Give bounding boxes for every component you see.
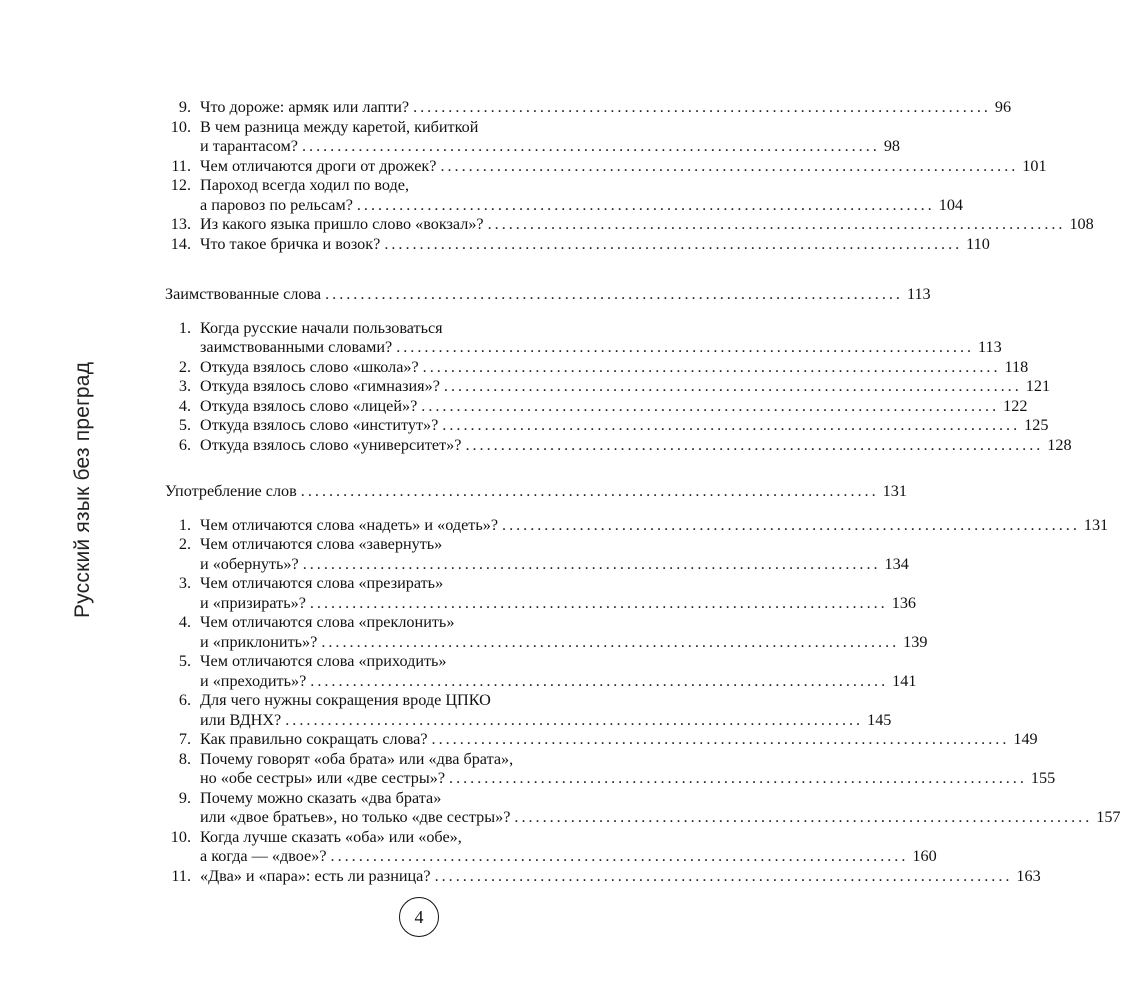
book-title-vertical: Русский язык без преград [71, 361, 94, 618]
toc-entry [165, 691, 667, 711]
leader-dots: .................................................................................. [442, 416, 1021, 434]
toc-entry-title-cont: и «преходить»? [200, 671, 307, 690]
toc-entry-page: 108 [1069, 215, 1094, 233]
toc-entry-page: 160 [912, 847, 937, 865]
toc-entry-continuation [165, 710, 892, 731]
toc-entry-title: Когда русские начали пользоваться [200, 318, 443, 337]
toc-entry-number: 4. [178, 396, 191, 415]
leader-dots: .................................................................................. [443, 377, 1022, 395]
toc-entry [165, 156, 1047, 177]
toc-entry-number: 5. [178, 416, 191, 434]
toc-entry-title: В чем разница между каретой, кибиткой [200, 117, 479, 136]
toc-entry-number: 2. [178, 535, 191, 553]
toc-entry-title: Почему говорят «оба брата» или «два брата», [200, 749, 514, 768]
leader-dots: .................................................................................. [302, 554, 881, 573]
toc-entry-page: 98 [883, 137, 900, 155]
toc-entry-page: 136 [891, 593, 916, 612]
leader-dots: .................................................................................. [309, 593, 888, 612]
toc-entry-title: Чем отличаются слова «преклонить» [200, 613, 455, 631]
toc-entry-title-cont: и «приклонить»? [200, 632, 318, 651]
toc-entry [165, 515, 1109, 536]
toc-entry-title-cont: но «обе сестры» или «две сестры»? [200, 769, 446, 787]
toc-entry-title: Чем отличаются слова «приходить» [200, 652, 447, 670]
toc-entry [165, 574, 667, 594]
toc-entry-number: 3. [178, 574, 191, 592]
toc-entry-title: Пароход всегда ходил по воде, [200, 176, 410, 194]
toc-entry-page: 141 [892, 671, 917, 690]
leader-dots: .................................................................................. [440, 156, 1019, 175]
toc-entry [165, 234, 990, 255]
toc-entry [165, 319, 667, 339]
toc-entry-title: Для чего нужны сокращения вроде ЦПКО [200, 691, 491, 709]
leader-dots: .................................................................................. [325, 285, 903, 303]
toc-entry-continuation [165, 554, 909, 575]
leader-dots: .................................................................................. [434, 866, 1013, 885]
toc-entry-title: Откуда взялось слово «университет»? [200, 435, 462, 454]
toc-entry-number: 12. [170, 176, 191, 194]
toc-entry-title-cont: и «обернуть»? [200, 554, 299, 573]
toc-entry-title-cont: и тарантасом? [200, 137, 298, 155]
toc-entry-continuation [165, 632, 928, 653]
toc-entry [165, 176, 667, 196]
toc-entry-number: 11. [171, 866, 191, 885]
toc-entry [165, 215, 1094, 235]
toc-entry-number: 10. [170, 827, 191, 846]
leader-dots: .................................................................................. [300, 482, 879, 500]
toc-entry-number: 11. [171, 156, 191, 175]
toc-entry [165, 377, 1051, 397]
toc-entry [165, 118, 667, 138]
toc-entry-page: 110 [966, 234, 990, 253]
table-of-contents [165, 98, 1121, 886]
toc-entry-title-cont: а паровоз по рельсам? [200, 195, 353, 214]
toc-entry-number: 5. [178, 652, 191, 670]
toc-entry [165, 535, 667, 555]
toc-entry-number: 6. [178, 435, 191, 454]
toc-entry-page: 157 [1096, 808, 1121, 826]
toc-entry-number: 10. [170, 117, 191, 136]
toc-entry-number: 3. [178, 377, 191, 395]
toc-entry-title: Чем отличаются слова «надеть» и «одеть»? [200, 515, 499, 534]
leader-dots: .................................................................................. [301, 137, 880, 155]
toc-entry-number: 7. [178, 730, 191, 748]
toc-entry-page: 104 [938, 195, 963, 214]
toc-entry-number: 6. [178, 691, 191, 709]
toc-entry-number: 9. [178, 788, 191, 807]
toc-entry-title-cont: и «призирать»? [200, 593, 306, 612]
toc-entry-number: 1. [178, 515, 191, 534]
toc-entry-continuation [165, 671, 917, 692]
section-heading [165, 285, 931, 305]
toc-entry-continuation [165, 593, 916, 614]
toc-entry-page: 101 [1022, 156, 1047, 175]
toc-entry-title-cont: заимствованными словами? [200, 338, 393, 356]
toc-entry-page: 134 [884, 554, 909, 573]
leader-dots: .................................................................................. [330, 847, 909, 865]
leader-dots: .................................................................................. [431, 730, 1010, 748]
toc-entry-title: Откуда взялось слово «лицей»? [200, 396, 418, 415]
toc-entry-title: Откуда взялось слово «школа»? [200, 357, 419, 376]
leader-dots: .................................................................................. [356, 195, 935, 214]
leader-dots: .................................................................................. [465, 435, 1044, 454]
leader-dots: .................................................................................. [321, 632, 900, 651]
toc-entry-number: 14. [170, 234, 191, 253]
toc-entry-title: Когда лучше сказать «оба» или «обе», [200, 827, 462, 846]
toc-entry-title-cont: или «двое братьев», но только «две сестры»? [200, 808, 511, 826]
leader-dots: .................................................................................. [514, 808, 1093, 826]
toc-entry [165, 613, 667, 633]
toc-entry-page: 125 [1024, 416, 1049, 434]
toc-entry-continuation [165, 195, 963, 216]
page-number: 4 [399, 897, 439, 937]
toc-entry [165, 416, 1049, 436]
toc-entry-title: Чем отличаются слова «завернуть» [200, 535, 443, 553]
toc-entry-page: 121 [1025, 377, 1051, 395]
leader-dots: .................................................................................. [421, 396, 1000, 415]
toc-entry-title: Откуда взялось слово «институт»? [200, 416, 439, 434]
toc-entry [165, 730, 1038, 750]
toc-entry-number: 13. [170, 215, 191, 233]
leader-dots: .................................................................................. [310, 671, 889, 690]
toc-entry [165, 396, 1028, 417]
toc-entry-page: 163 [1016, 866, 1041, 885]
toc-entry-title: Из какого языка пришло слово «вокзал»? [200, 215, 484, 233]
toc-entry [165, 98, 1012, 118]
toc-entry-title-cont: а когда — «двое»? [200, 847, 327, 865]
section-heading [165, 482, 907, 502]
toc-entry-title-cont: или ВДНХ? [200, 710, 282, 729]
toc-entry-page: 96 [994, 98, 1012, 116]
toc-entry-title: «Два» и «пара»: есть ли разница? [200, 866, 431, 885]
toc-entry [165, 866, 1041, 887]
toc-entry-title: Чем отличаются дроги от дрожек? [200, 156, 437, 175]
toc-entry-number: 1. [178, 318, 191, 337]
toc-entry-page: 145 [867, 710, 892, 729]
toc-entry-number: 9. [178, 98, 191, 116]
toc-entry-title: Что такое бричка и возок? [200, 234, 381, 253]
toc-entry-number: 2. [178, 357, 191, 376]
leader-dots: .................................................................................. [396, 338, 975, 356]
leader-dots: .................................................................................. [384, 234, 963, 253]
leader-dots: .................................................................................. [422, 357, 1001, 376]
toc-entry [165, 357, 1029, 378]
section-title: Употребление слов [165, 482, 297, 500]
toc-entry-page: 155 [1030, 769, 1056, 787]
leader-dots: .................................................................................. [285, 710, 864, 729]
toc-entry-page: 118 [1004, 357, 1029, 376]
toc-entry-title: Почему можно сказать «два брата» [200, 788, 442, 807]
leader-dots: .................................................................................. [413, 98, 991, 116]
toc-entry-number: 8. [178, 749, 191, 768]
leader-dots: .................................................................................. [487, 215, 1066, 233]
toc-entry-continuation [165, 769, 1056, 789]
section-page: 113 [906, 285, 931, 303]
toc-entry-title: Откуда взялось слово «гимназия»? [200, 377, 440, 395]
toc-entry-title: Как правильно сокращать слова? [200, 730, 428, 748]
toc-entry-continuation [165, 808, 1121, 828]
toc-entry-title: Чем отличаются слова «презирать» [200, 574, 444, 592]
toc-entry-page: 139 [903, 632, 928, 651]
toc-entry [165, 789, 667, 809]
toc-entry [165, 652, 667, 672]
leader-dots: .................................................................................. [502, 515, 1080, 534]
toc-entry [165, 750, 667, 770]
toc-entry [165, 828, 667, 848]
section-title: Заимствованные слова [165, 285, 322, 303]
toc-entry [165, 435, 1072, 456]
leader-dots: .................................................................................. [449, 769, 1027, 787]
toc-entry-continuation [165, 338, 1002, 358]
toc-entry-page: 122 [1003, 396, 1028, 415]
toc-entry-number: 4. [178, 613, 191, 631]
section-page: 131 [882, 482, 907, 500]
toc-entry-continuation [165, 137, 900, 157]
toc-entry-page: 128 [1047, 435, 1072, 454]
toc-entry-page: 131 [1083, 515, 1109, 534]
toc-entry-title: Что дороже: армяк или лапти? [200, 98, 410, 116]
toc-entry-page: 113 [978, 338, 1002, 356]
toc-entry-continuation [165, 847, 937, 867]
toc-entry-page: 149 [1013, 730, 1038, 748]
